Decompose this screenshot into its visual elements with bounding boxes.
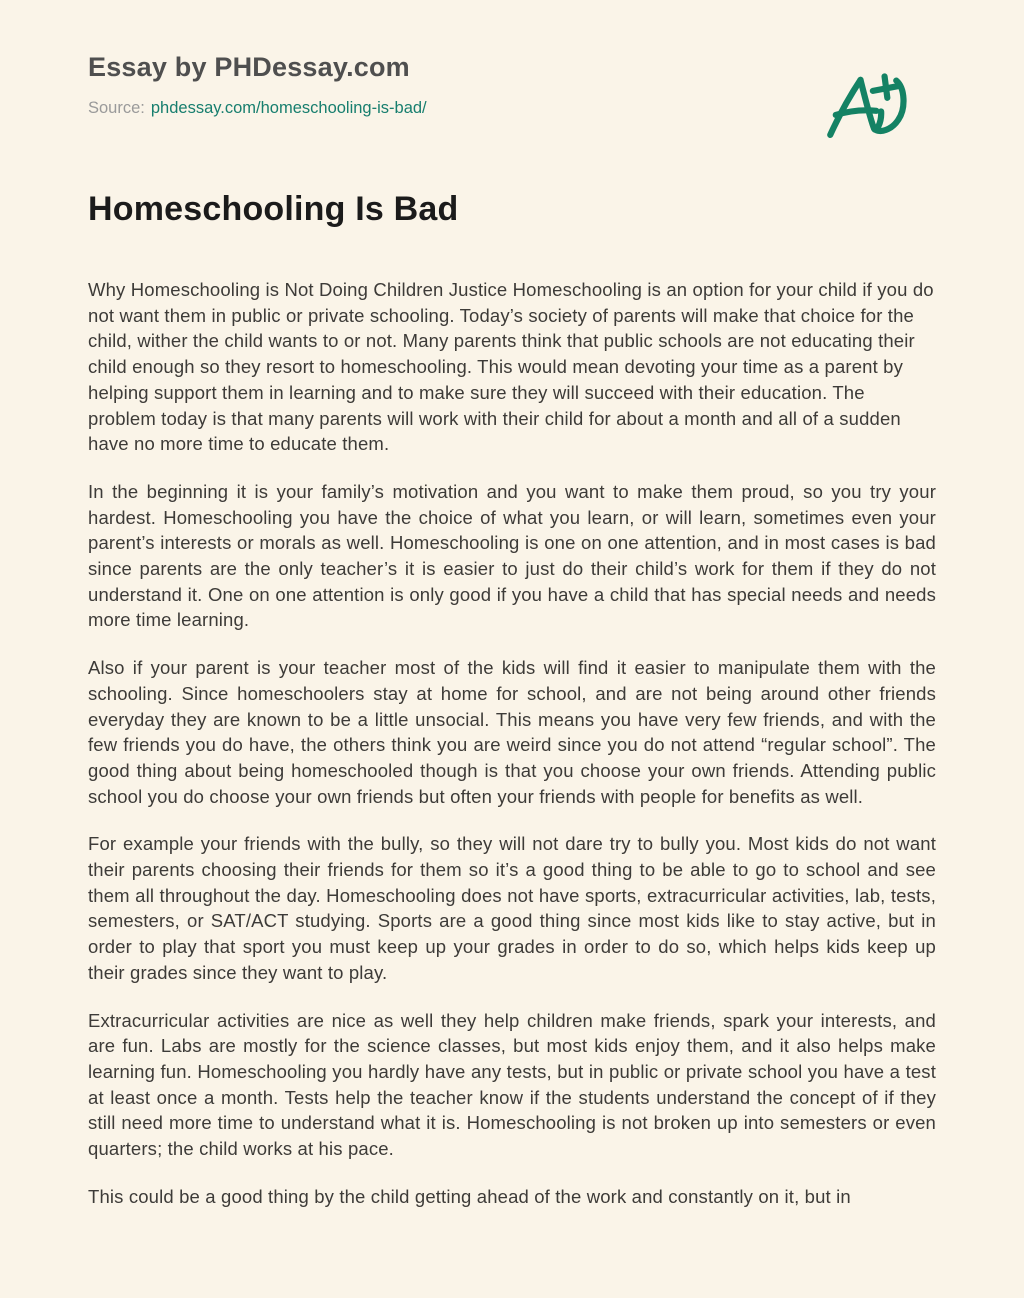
source-label: Source: bbox=[88, 99, 145, 117]
article-title: Homeschooling Is Bad bbox=[88, 190, 459, 228]
paragraph: This could be a good thing by the child getting ahead of the work and constantly on it, but in bbox=[88, 1185, 851, 1207]
paragraph: Why Homeschooling is Not Doing Children Justice Homeschooling is an option for your child if you do not want them in public or private schooling. Today’s society of parents will make that choice for the child, wither the child wants to or not. Many parents think that public schools are not educating their child enough so they resort to homeschooling. This would mean devoting your time as a parent by helping support them in learning and to make sure they will succeed with their education. The problem today is that many parents will work with their child for about a month and all of a sudden have no more time to educate them. bbox=[88, 279, 934, 455]
paragraph: Also if your parent is your teacher most of the kids will find it easier to manipulate them with the schooling. Since homeschoolers stay at home for school, and are not being around other friends everyday they are known to be a little unsocial. This means you have very few friends, and with the few friends you do have, the others think you are weird since you do not attend “regular school”. The good thing about being homeschooled though is that you choose your own friends. Attending public school you do choose your own friends but often your friends with people for benefits as well. bbox=[88, 657, 936, 807]
paragraph: In the beginning it is your family’s motivation and you want to make them proud, so you try your hardest. Homeschooling you have the choice of what you learn, or will learn, sometimes even your parent’s interests or morals as well. Homeschooling is one on one attention, and in most cases is bad since parents are the only teacher’s it is easier to just do their child’s work for them if they do not understand it. One on one attention is only good if you have a child that has special needs and needs more time learning. bbox=[88, 480, 936, 631]
page-header-title: Essay by PHDessay.com bbox=[88, 52, 410, 82]
page-header bbox=[88, 52, 936, 118]
paragraph: Extracurricular activities are nice as well they help children make friends, spark your interests, and are fun. Labs are mostly for the science classes, but most kids enjoy them, and it also helps make learning fun. Homeschooling you hardly have any tests, but in public or private school you have a test at least once a month. Tests help the teacher know if the students understand the concept of if they still need more time to understand what it is. Homeschooling is not broken up into semesters or even quarters; the child works at his pace. bbox=[88, 1009, 936, 1160]
phdessay-a-plus-logo-icon bbox=[822, 46, 932, 166]
paragraph: For example your friends with the bully, so they will not dare try to bully you. Most kids do not want their parents choosing their friends for them so it’s a good thing to be able to go to school and see them all throughout the day. Homeschooling does not have sports, extracurricular activities, lab, tests, semesters, or SAT/ACT studying. Sports are a good thing since most kids like to stay active, but in order to play that sport you must keep up your grades in order to do so, which helps kids keep up their grades since they want to play. bbox=[88, 833, 936, 983]
source-link[interactable]: phdessay.com/homeschooling-is-bad/ bbox=[150, 99, 427, 117]
source-line bbox=[88, 99, 936, 118]
article-body bbox=[88, 277, 936, 1210]
